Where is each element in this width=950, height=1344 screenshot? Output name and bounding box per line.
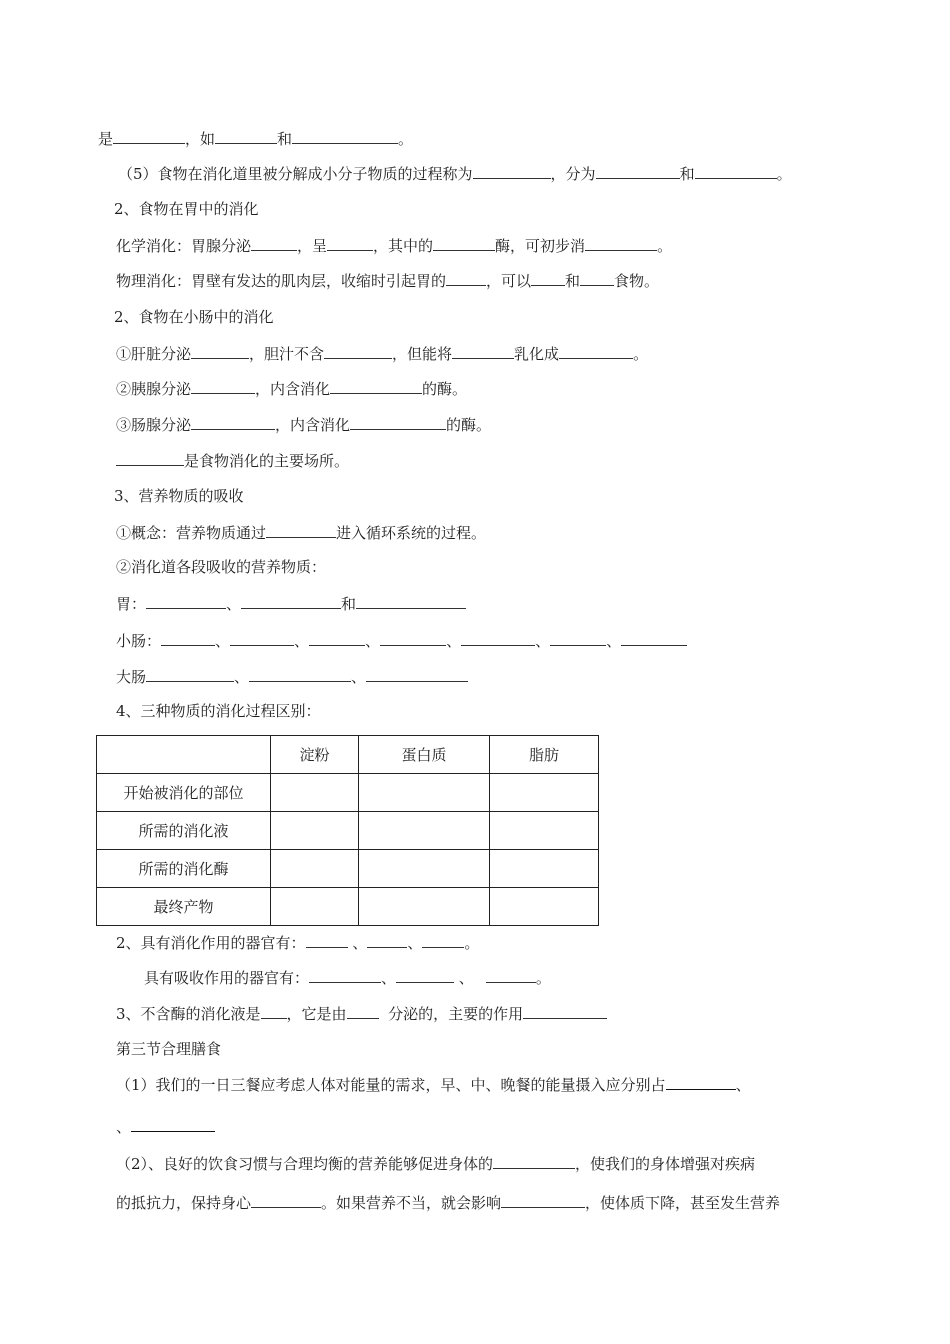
text: ，使我们的身体增强对疾病 bbox=[575, 1155, 756, 1173]
blank[interactable] bbox=[251, 1192, 321, 1208]
text: 。如果营养不当，就会影响 bbox=[321, 1194, 502, 1212]
text: （1）我们的一日三餐应考虑人体对能量的需求，早、中、晚餐的能量摄入应分别占 bbox=[116, 1076, 666, 1094]
text-line bbox=[98, 128, 413, 149]
blank[interactable] bbox=[215, 128, 277, 144]
text: 、 bbox=[294, 632, 310, 650]
text-line bbox=[116, 522, 486, 543]
digestion-comparison-table bbox=[96, 735, 599, 926]
blank[interactable] bbox=[249, 666, 351, 682]
text: 和 bbox=[679, 165, 695, 183]
table-cell[interactable] bbox=[359, 888, 490, 926]
text: 具有吸收作用的器官有： bbox=[144, 969, 310, 987]
section-heading: 3、营养物质的吸收 bbox=[114, 487, 244, 505]
text: ，它是由 bbox=[286, 1005, 347, 1023]
table-row bbox=[97, 888, 599, 926]
text: 进入循环系统的过程。 bbox=[336, 524, 487, 542]
text: 、 bbox=[735, 1076, 751, 1094]
blank[interactable] bbox=[446, 270, 486, 286]
table-cell[interactable] bbox=[359, 850, 490, 888]
text: 、 bbox=[226, 595, 242, 613]
table-cell[interactable] bbox=[490, 774, 599, 812]
text: 。 bbox=[633, 345, 649, 363]
blank[interactable] bbox=[350, 414, 446, 430]
text-line bbox=[116, 270, 659, 291]
blank[interactable] bbox=[161, 630, 215, 646]
section-heading: 2、食物在胃中的消化 bbox=[114, 200, 259, 218]
blank[interactable] bbox=[113, 128, 185, 144]
table-row bbox=[97, 850, 599, 888]
text: 酶，可初步消 bbox=[495, 237, 586, 255]
blank[interactable] bbox=[327, 235, 373, 251]
text: 。 bbox=[535, 969, 551, 987]
table-cell[interactable] bbox=[359, 774, 490, 812]
text-line bbox=[144, 967, 551, 988]
table-cell[interactable] bbox=[490, 888, 599, 926]
blank[interactable] bbox=[585, 235, 657, 251]
text: 、 bbox=[381, 969, 397, 987]
table-cell[interactable] bbox=[271, 812, 359, 850]
text-line bbox=[116, 1116, 215, 1137]
blank[interactable] bbox=[501, 1192, 585, 1208]
text: 、 bbox=[347, 934, 368, 952]
blank[interactable] bbox=[146, 593, 226, 609]
blank[interactable] bbox=[266, 522, 336, 538]
section-heading: 2、食物在小肠中的消化 bbox=[114, 308, 274, 326]
blank[interactable] bbox=[559, 343, 633, 359]
text: ，内含消化 bbox=[275, 416, 351, 434]
table-cell[interactable] bbox=[490, 850, 599, 888]
text-line bbox=[116, 593, 466, 614]
section-heading: 4、三种物质的消化过程区别： bbox=[116, 702, 321, 720]
text: ，可以 bbox=[486, 272, 532, 290]
text: 、 bbox=[446, 632, 462, 650]
text: 、 bbox=[365, 632, 381, 650]
text: 是 bbox=[98, 130, 114, 148]
text: ①概念：营养物质通过 bbox=[116, 524, 267, 542]
text-line bbox=[116, 1192, 780, 1213]
text: ，其中的 bbox=[373, 237, 434, 255]
blank[interactable] bbox=[347, 1003, 379, 1019]
text: ，胆汁不含 bbox=[249, 345, 325, 363]
blank[interactable] bbox=[330, 378, 422, 394]
text: 的酶。 bbox=[446, 416, 492, 434]
text: 大肠 bbox=[116, 668, 147, 686]
text: ，如 bbox=[185, 130, 216, 148]
section-heading: 第三节合理膳食 bbox=[116, 1040, 222, 1058]
text-line bbox=[116, 235, 672, 256]
blank[interactable] bbox=[367, 932, 407, 948]
blank[interactable] bbox=[131, 1116, 215, 1132]
text: 、 bbox=[116, 1118, 132, 1136]
blank[interactable] bbox=[550, 630, 606, 646]
table-cell[interactable] bbox=[271, 774, 359, 812]
text: ③肠腺分泌 bbox=[116, 416, 192, 434]
blank[interactable] bbox=[261, 1003, 287, 1019]
text: 小肠： bbox=[116, 632, 162, 650]
text: 、 bbox=[351, 668, 367, 686]
blank[interactable] bbox=[146, 666, 234, 682]
blank[interactable] bbox=[473, 163, 551, 179]
blank[interactable] bbox=[422, 932, 464, 948]
blank[interactable] bbox=[666, 1074, 736, 1090]
blank[interactable] bbox=[241, 593, 341, 609]
text: 。 bbox=[776, 165, 792, 183]
blank[interactable] bbox=[695, 163, 777, 179]
blank[interactable] bbox=[461, 630, 535, 646]
blank[interactable] bbox=[191, 343, 249, 359]
text: 是食物消化的主要场所。 bbox=[184, 452, 350, 470]
blank[interactable] bbox=[191, 378, 255, 394]
table-header-cell: 脂肪 bbox=[490, 736, 599, 774]
blank[interactable] bbox=[531, 270, 565, 286]
text-line bbox=[116, 932, 479, 953]
text: 、 bbox=[407, 934, 423, 952]
table-row-label: 开始被消化的部位 bbox=[97, 774, 271, 812]
blank[interactable] bbox=[324, 343, 392, 359]
text: 。 bbox=[657, 237, 673, 255]
text: 分泌的，主要的作用 bbox=[378, 1005, 524, 1023]
blank[interactable] bbox=[191, 414, 275, 430]
text: 的酶。 bbox=[422, 380, 468, 398]
table-header-cell: 蛋白质 bbox=[359, 736, 490, 774]
blank[interactable] bbox=[486, 967, 536, 983]
text: ，使体质下降，甚至发生营养 bbox=[585, 1194, 781, 1212]
text: 和 bbox=[341, 595, 357, 613]
text: 的抵抗力，保持身心 bbox=[116, 1194, 252, 1212]
text: 、 bbox=[454, 969, 474, 987]
table-header-row bbox=[97, 736, 599, 774]
blank[interactable] bbox=[309, 967, 381, 983]
text: ，分为 bbox=[550, 165, 596, 183]
blank[interactable] bbox=[116, 450, 184, 466]
text-line bbox=[116, 666, 468, 687]
table-row bbox=[97, 812, 599, 850]
text: 乳化成 bbox=[514, 345, 560, 363]
blank[interactable] bbox=[366, 666, 468, 682]
text-line bbox=[116, 630, 687, 651]
blank[interactable] bbox=[452, 343, 514, 359]
blank[interactable] bbox=[523, 1003, 607, 1019]
text: （2）、良好的饮食习惯与合理均衡的营养能够促进身体的 bbox=[116, 1155, 494, 1173]
table-cell[interactable] bbox=[490, 812, 599, 850]
text: ，呈 bbox=[297, 237, 328, 255]
text: 食物。 bbox=[614, 272, 660, 290]
text: 2、具有消化作用的器官有： bbox=[116, 934, 306, 952]
blank[interactable] bbox=[356, 593, 466, 609]
text: 、 bbox=[215, 632, 231, 650]
text: 和 bbox=[565, 272, 581, 290]
blank[interactable] bbox=[306, 932, 348, 948]
blank[interactable] bbox=[396, 967, 454, 983]
text: 胃： bbox=[116, 595, 147, 613]
text: ①肝脏分泌 bbox=[116, 345, 192, 363]
text: 、 bbox=[234, 668, 250, 686]
table-cell[interactable] bbox=[271, 888, 359, 926]
blank[interactable] bbox=[251, 235, 297, 251]
text: 。 bbox=[464, 934, 480, 952]
text: 物理消化：胃壁有发达的肌肉层，收缩时引起胃的 bbox=[116, 272, 447, 290]
table-row-label: 所需的消化液 bbox=[97, 812, 271, 850]
text-line bbox=[118, 163, 792, 184]
text-line bbox=[116, 414, 491, 435]
blank[interactable] bbox=[580, 270, 614, 286]
text: ，但能将 bbox=[392, 345, 453, 363]
blank[interactable] bbox=[596, 163, 680, 179]
text: 、 bbox=[535, 632, 551, 650]
blank[interactable] bbox=[309, 630, 365, 646]
text: 、 bbox=[606, 632, 622, 650]
text: 和 bbox=[277, 130, 293, 148]
blank[interactable] bbox=[292, 128, 398, 144]
table-row-label: 所需的消化酶 bbox=[97, 850, 271, 888]
table-cell[interactable] bbox=[271, 850, 359, 888]
text: ②胰腺分泌 bbox=[116, 380, 192, 398]
table-row-label: 最终产物 bbox=[97, 888, 271, 926]
text-line bbox=[116, 1153, 755, 1174]
blank[interactable] bbox=[230, 630, 294, 646]
text: （5）食物在消化道里被分解成小分子物质的过程称为 bbox=[118, 165, 473, 183]
text-line bbox=[116, 450, 349, 471]
text: 。 bbox=[398, 130, 414, 148]
blank[interactable] bbox=[380, 630, 446, 646]
blank[interactable] bbox=[493, 1153, 575, 1169]
blank[interactable] bbox=[433, 235, 495, 251]
text-line bbox=[116, 1003, 607, 1024]
text-line bbox=[116, 378, 467, 399]
table-cell[interactable] bbox=[359, 812, 490, 850]
text: 3、不含酶的消化液是 bbox=[116, 1005, 261, 1023]
text-line: ②消化道各段吸收的营养物质： bbox=[116, 558, 327, 576]
text-line bbox=[116, 1074, 751, 1095]
text: ，内含消化 bbox=[255, 380, 331, 398]
table-row bbox=[97, 774, 599, 812]
text-line bbox=[116, 343, 648, 364]
text: 化学消化：胃腺分泌 bbox=[116, 237, 252, 255]
table-header-cell bbox=[97, 736, 271, 774]
blank[interactable] bbox=[621, 630, 687, 646]
table-header-cell: 淀粉 bbox=[271, 736, 359, 774]
